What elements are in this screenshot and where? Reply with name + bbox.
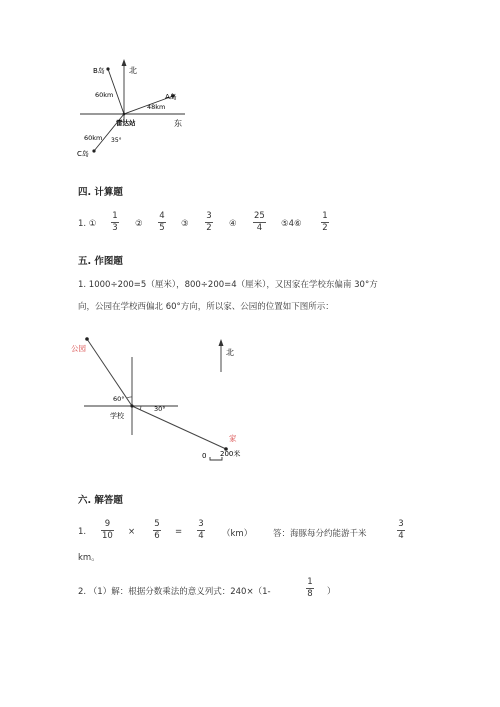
a-island-label: A岛 <box>165 93 177 101</box>
section-5-heading: 五. 作图题 <box>78 256 123 267</box>
dist-c-label: 60km <box>84 134 103 142</box>
c-island-label: C岛 <box>77 150 89 158</box>
north-arrow <box>122 59 127 66</box>
dist-a-label: 48km <box>147 103 166 111</box>
b-island-label: B岛 <box>93 67 105 75</box>
q1-times: × <box>128 527 136 537</box>
angle-label: 35° <box>111 137 122 144</box>
school-label: 学校 <box>110 412 124 420</box>
q1-equals: = <box>175 527 183 537</box>
calc-marker-1: 1. ① <box>78 219 97 229</box>
park-point <box>85 337 89 341</box>
point-radar <box>123 113 126 116</box>
north-label: 北 <box>129 66 137 75</box>
angle-30-arc <box>140 406 141 410</box>
calc-fraction-2: 4 5 <box>159 211 165 233</box>
q2-close: ） <box>327 587 336 597</box>
calc-fraction-1: 1 3 <box>112 211 118 233</box>
calc-marker-5: ⑤4⑥ <box>281 219 302 229</box>
scale-zero-label: 0 <box>202 452 207 460</box>
section-5-line-1: 1. 1000÷200=5（厘米），800÷200=4（厘米），又因家在学校东偏南 30°方 <box>78 280 378 290</box>
q1-fraction-1: 9 10 <box>102 519 113 541</box>
section-4-heading: 四. 计算题 <box>78 187 123 198</box>
dist-b-label: 60km <box>95 91 114 99</box>
q1-marker: 1. <box>78 527 87 537</box>
school-point <box>130 404 133 407</box>
north-label: 北 <box>226 348 234 357</box>
radar-station-diagram <box>70 52 200 167</box>
scale-unit-label: 200米 <box>220 450 241 458</box>
angle-60-arc <box>127 397 132 398</box>
q2-text: 2. （1）解：根据分数乘法的意义列式：240×（1- <box>78 587 271 597</box>
point-b <box>106 67 109 70</box>
calc-fraction-5: 1 2 <box>322 211 328 233</box>
home-label: 家 <box>229 434 237 443</box>
q1-tail: km。 <box>78 553 100 563</box>
q1-unit: （km） <box>222 529 253 539</box>
radar-label: 雷达站 <box>116 119 136 127</box>
ray-to-park <box>87 339 132 406</box>
angle-60-label: 60° <box>113 395 125 403</box>
section-5-line-2: 向，公园在学校西偏北 60°方向，所以家、公园的位置如下图所示： <box>78 302 334 312</box>
east-label: 东 <box>174 119 182 128</box>
section-6-heading: 六. 解答题 <box>78 495 123 506</box>
calc-fraction-4: 25 4 <box>254 211 265 233</box>
q2-fraction: 1 8 <box>307 577 313 599</box>
q1-fraction-2: 5 6 <box>154 519 160 541</box>
park-label: 公园 <box>71 344 86 353</box>
calc-marker-4: ④ <box>229 219 237 229</box>
q1-fraction-3: 3 4 <box>198 519 204 541</box>
location-diagram <box>70 330 260 465</box>
calc-fraction-3: 3 2 <box>206 211 212 233</box>
north-arrow-head <box>219 339 224 346</box>
point-c <box>92 149 95 152</box>
q1-fraction-4: 3 4 <box>398 519 404 541</box>
ray-to-home <box>132 406 226 449</box>
calc-marker-2: ② <box>135 219 143 229</box>
q1-answer: 答：海豚每分约能游千米 <box>273 529 367 539</box>
calc-marker-3: ③ <box>181 219 189 229</box>
angle-30-label: 30° <box>154 405 166 413</box>
